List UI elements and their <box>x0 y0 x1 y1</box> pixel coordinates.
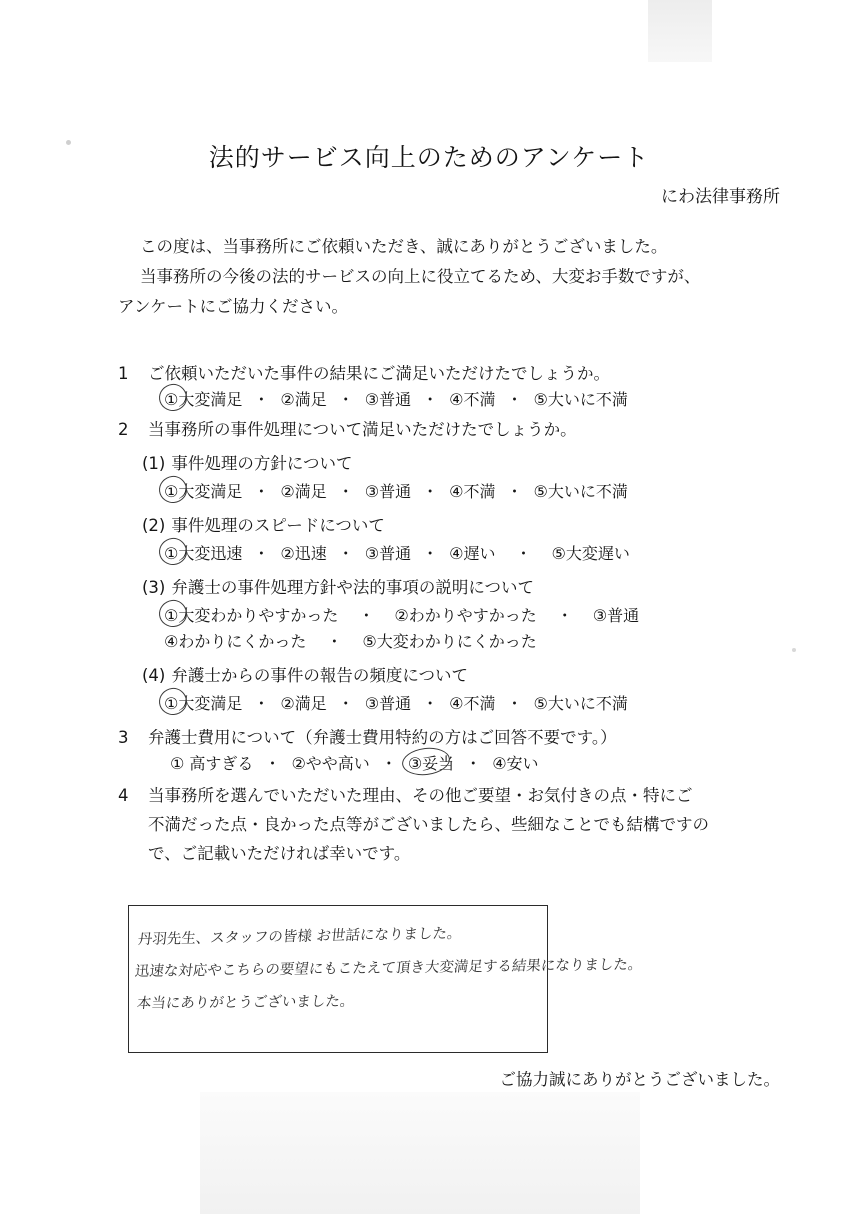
option-2-2-1[interactable]: ①大変迅速 <box>164 542 242 566</box>
option-2-3-3[interactable]: ③普通 <box>592 606 640 625</box>
question-2-4-options: ①大変満足 ・ ②満足 ・ ③普通 ・ ④不満 ・ ⑤大いに不満 <box>164 692 798 716</box>
firm-name: にわ法律事務所 <box>661 187 780 207</box>
option-2-4-3[interactable]: ③普通 <box>364 694 412 713</box>
intro-line-2: 当事務所の今後の法的サービスの向上に役立てるため、大変お手数ですが、 <box>140 267 701 286</box>
question-3-number: 3 <box>118 728 129 747</box>
option-2-2-2[interactable]: ②迅速 <box>280 544 327 563</box>
question-2-4-text: 弁護士からの事件の報告の頻度について <box>171 666 469 685</box>
handwritten-line-3: 本当にありがとうございました。 <box>135 993 356 1013</box>
option-2-3-2[interactable]: ②わかりやすかった <box>394 606 537 625</box>
question-4-text-line-1: 当事務所を選んでいただいた理由、その他ご要望・お気付きの点・特にご <box>148 786 693 805</box>
question-1-options: ①大変満足 ・ ②満足 ・ ③普通 ・ ④不満 ・ ⑤大いに不満 <box>164 388 798 412</box>
question-2-2-options: ①大変迅速 ・ ②迅速 ・ ③普通 ・ ④遅い ・ ⑤大変遅い <box>164 542 798 566</box>
question-2-1-label <box>142 452 798 476</box>
question-2-2-text: 事件処理のスピードについて <box>171 516 385 535</box>
closing-text: ご協力誠にありがとうございました。 <box>499 1070 780 1089</box>
option-2-3-4[interactable]: ④わかりにくかった <box>164 632 307 651</box>
option-3-3[interactable]: ③妥当 <box>408 752 454 776</box>
intro-paragraph <box>118 232 778 322</box>
question-2-3-label <box>142 576 798 600</box>
question-2-2-label <box>142 514 798 538</box>
question-2-4-number: (4) <box>142 666 166 685</box>
option-2-1-4[interactable]: ④不満 <box>449 482 496 501</box>
question-2-1-number: (1) <box>142 454 166 473</box>
option-2-4-4[interactable]: ④不満 <box>449 694 496 713</box>
option-2-1-1[interactable]: ①大変満足 <box>164 480 242 504</box>
option-2-3-1[interactable]: ①大変わかりやすかった <box>164 604 338 628</box>
question-2 <box>118 418 798 716</box>
option-2-1-2[interactable]: ②満足 <box>280 482 327 501</box>
option-2-4-5[interactable]: ⑤大いに不満 <box>533 694 628 713</box>
intro-line-1: この度は、当事務所にご依頼いただき、誠にありがとうございました。 <box>140 237 668 256</box>
option-2-2-5[interactable]: ⑤大変遅い <box>551 544 630 563</box>
option-2-2-4[interactable]: ④遅い <box>449 544 496 563</box>
option-2-1-5[interactable]: ⑤大いに不満 <box>533 482 628 501</box>
question-3 <box>118 726 798 776</box>
intro-line-3: アンケートにご協力ください。 <box>118 297 349 316</box>
questions-list <box>118 362 798 874</box>
option-2-4-2[interactable]: ②満足 <box>280 694 327 713</box>
option-3-2[interactable]: ②やや高い <box>291 754 370 773</box>
question-4-number: 4 <box>118 786 129 805</box>
option-2-3-5[interactable]: ⑤大変わかりにくかった <box>362 632 537 651</box>
question-4-text-line-3: で、ご記載いただければ幸いです。 <box>148 844 411 863</box>
question-2-4-label <box>142 664 798 688</box>
question-1-number: 1 <box>118 364 129 383</box>
question-2-1-options: ①大変満足 ・ ②満足 ・ ③普通 ・ ④不満 ・ ⑤大いに不満 <box>164 480 798 504</box>
scan-artifact-bottom <box>200 1092 640 1214</box>
question-4 <box>118 784 798 868</box>
option-1-5[interactable]: ⑤大いに不満 <box>533 390 628 409</box>
question-2-3-text: 弁護士の事件処理方針や法的事項の説明について <box>171 578 535 597</box>
scan-artifact-top-right <box>648 0 712 62</box>
question-2-2-number: (2) <box>142 516 166 535</box>
option-1-1[interactable]: ①大変満足 <box>164 388 242 412</box>
question-4-text-line-2: 不満だった点・良かった点等がございましたら、些細なことでも結構ですの <box>148 815 709 834</box>
question-2-text: 当事務所の事件処理について満足いただけたでしょうか。 <box>148 420 577 439</box>
question-3-text: 弁護士費用について（弁護士費用特約の方はご回答不要です。） <box>148 728 617 747</box>
option-1-2[interactable]: ②満足 <box>280 390 327 409</box>
option-1-3[interactable]: ③普通 <box>364 390 412 409</box>
question-2-3-options-row-2: ④わかりにくかった ・ ⑤大変わかりにくかった <box>164 630 798 654</box>
option-3-4[interactable]: ④安い <box>492 754 539 773</box>
question-1 <box>118 362 798 412</box>
option-2-4-1[interactable]: ①大変満足 <box>164 692 242 716</box>
question-2-3-number: (3) <box>142 578 166 597</box>
question-2-1-text: 事件処理の方針について <box>171 454 353 473</box>
handwritten-line-2: 迅速な対応やこちらの要望にもこたえて頂き大変満足する結果になりました。 <box>133 956 644 981</box>
option-2-2-3[interactable]: ③普通 <box>364 544 412 563</box>
question-1-text: ご依頼いただいた事件の結果にご満足いただけたでしょうか。 <box>148 364 610 383</box>
question-2-3-options-row-1: ①大変わかりやすかった ・ ②わかりやすかった ・ ③普通 <box>164 604 798 628</box>
question-2-number: 2 <box>118 420 129 439</box>
page-title: 法的サービス向上のためのアンケート <box>208 143 650 172</box>
option-1-4[interactable]: ④不満 <box>449 390 496 409</box>
question-3-options: ① 高すぎる ・ ②やや高い ・ ③妥当 ・ ④安い <box>170 752 798 776</box>
option-2-1-3[interactable]: ③普通 <box>364 482 412 501</box>
handwritten-line-1: 丹羽先生、スタッフの皆様 お世話になりました。 <box>137 925 463 949</box>
option-3-1[interactable]: ① 高すぎる <box>170 754 254 773</box>
